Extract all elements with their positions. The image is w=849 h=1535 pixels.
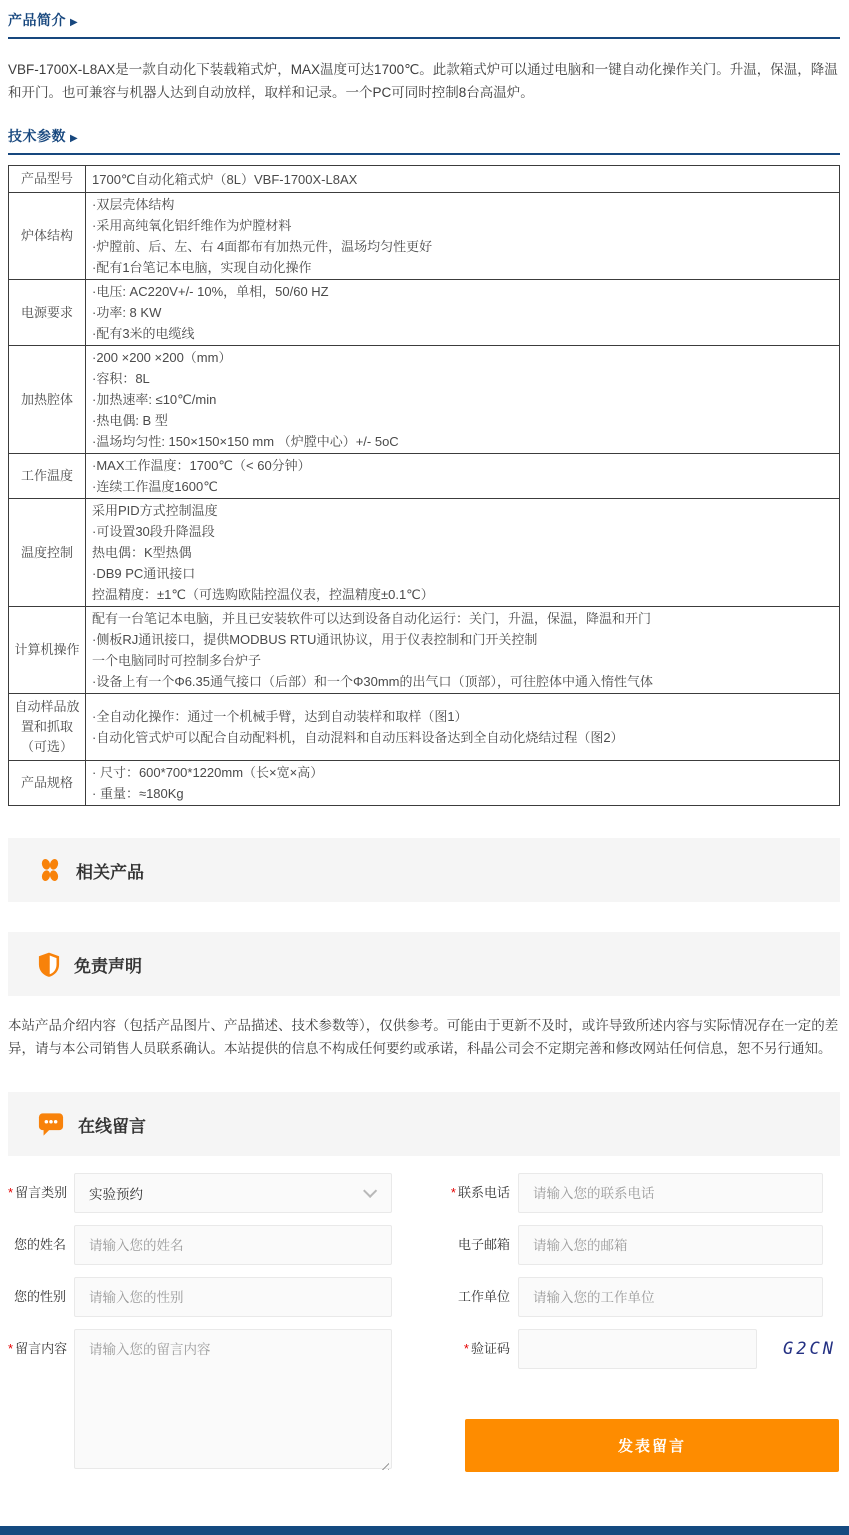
submit-message-button[interactable]: 发表留言: [465, 1419, 839, 1472]
message-category-label: * 留言类别: [8, 1185, 68, 1200]
spec-row-value: [86, 280, 840, 346]
spec-table-row: [9, 607, 840, 694]
spec-row-value: [86, 607, 840, 694]
gender-label: 您的性别: [13, 1289, 66, 1304]
spec-row-label: 自动样品放置和抓取（可选）: [9, 694, 86, 761]
product-intro-title: 产品简介: [8, 12, 66, 28]
captcha-row: [420, 1329, 840, 1369]
spec-value-line: 一个电脑同时可控制多台炉子: [92, 653, 262, 668]
spec-value-line: ·DB9 PC通讯接口: [92, 566, 196, 581]
spec-row-value: [86, 761, 840, 806]
spec-value-line: ·连续工作温度1600℃: [92, 479, 218, 494]
tech-specs-title: 技术参数: [8, 128, 66, 144]
disclaimer-text: 本站产品介绍内容（包括产品图片、产品描述、技术参数等），仅供参考。可能由于更新不及时，或许导致所述内容与实际情况存在一定的差异，请与本公司销售人员联系确认。本站提供的信息不构成任何要约或承诺，科晶公司会不定期完善和修改网站任何信息，恕不另行通知。: [8, 1018, 839, 1056]
spec-table-row: [9, 761, 840, 806]
spec-table-row: [9, 193, 840, 280]
spec-value-line: ·200 ×200 ×200（mm）: [92, 350, 232, 365]
gender-row: [8, 1277, 420, 1317]
spec-row-value: [86, 499, 840, 607]
spec-value-line: ·热电偶: B 型: [92, 413, 168, 428]
online-message-band: [8, 1092, 840, 1156]
spec-table-row: [9, 280, 840, 346]
name-row: [8, 1225, 420, 1265]
spec-row-label: 温度控制: [9, 499, 86, 607]
product-intro-heading: [8, 10, 840, 30]
message-content-textarea-wrap: [74, 1329, 392, 1474]
spec-row-label: 工作温度: [9, 454, 86, 499]
section-divider: [8, 37, 840, 39]
spec-row-label: 炉体结构: [9, 193, 86, 280]
spec-row-value: [86, 694, 840, 761]
disclaimer-band: [8, 932, 840, 996]
spec-table-row: [9, 499, 840, 607]
triangle-right-icon: ▶: [70, 133, 79, 144]
spec-value-line: 控温精度：±1℃（可选购欧陆控温仪表，控温精度±0.1℃）: [92, 587, 434, 602]
chat-bubble-icon: [38, 1112, 64, 1137]
spec-row-label: 电源要求: [9, 280, 86, 346]
spec-table-row: [9, 166, 840, 193]
spec-value-line: ·自动化管式炉可以配合自动配料机，自动混料和自动压料设备达到全自动化烧结过程（图2）: [92, 730, 624, 745]
spec-value-line: · 重量：≈180Kg: [92, 786, 184, 801]
spec-row-label: 产品型号: [9, 166, 86, 193]
disclaimer-title: 免责声明: [74, 956, 142, 976]
captcha-label: * 验证码: [463, 1341, 510, 1356]
captcha-input[interactable]: [518, 1329, 757, 1369]
product-intro-text: VBF-1700X-L8AX是一款自动化下装载箱式炉，MAX温度可达1700℃。此款箱式炉可以通过电脑和一键自动化操作关门。升温，保温，降温和开门。也可兼容与机器人达到自动放样，取样和记录。一个PC可同时控制8台高温炉。: [8, 62, 838, 100]
spec-value-line: ·容积：8L: [92, 371, 150, 386]
organization-label: 工作单位: [457, 1289, 510, 1304]
email-label: 电子邮箱: [457, 1237, 510, 1252]
required-asterisk: *: [8, 1341, 14, 1356]
spec-row-label: 产品规格: [9, 761, 86, 806]
spec-row-value: [86, 193, 840, 280]
spec-table: [8, 165, 840, 806]
spec-value-line: ·配有3米的电缆线: [92, 326, 195, 341]
spec-value-line: ·全自动化操作：通过一个机械手臂，达到自动装样和取样（图1）: [92, 709, 468, 724]
related-products-band: [8, 838, 840, 902]
name-input[interactable]: [74, 1225, 392, 1265]
phone-row: [420, 1173, 840, 1213]
message-content-row: [8, 1329, 420, 1474]
captcha-image[interactable]: G2CN: [783, 1339, 836, 1359]
email-row: [420, 1225, 840, 1265]
spec-value-line: 1700℃自动化箱式炉（8L）VBF-1700X-L8AX: [92, 171, 358, 187]
name-label: 您的姓名: [13, 1237, 66, 1252]
message-form: [8, 1173, 840, 1486]
spec-value-line: 配有一台笔记本电脑，并且已安装软件可以达到设备自动化运行：关门，升温，保温，降温和开门: [92, 611, 652, 626]
spec-value-line: 采用PID方式控制温度: [92, 503, 218, 518]
spec-table-row: [9, 694, 840, 761]
spec-table-row: [9, 454, 840, 499]
spec-value-line: ·电压: AC220V+/- 10%，单相，50/60 HZ: [92, 284, 329, 299]
online-message-title: 在线留言: [78, 1116, 146, 1136]
spec-value-line: ·设备上有一个Φ6.35通气接口（后部）和一个Φ30mm的出气口（顶部），可往腔体中通入惰性气体: [92, 674, 653, 689]
spec-value-line: ·MAX工作温度：1700℃（< 60分钟）: [92, 458, 311, 473]
footer-bar: [0, 1526, 849, 1535]
spec-row-value: [86, 346, 840, 454]
message-content-label: * 留言内容: [8, 1341, 68, 1356]
required-asterisk: *: [450, 1185, 456, 1200]
spec-row-value: [86, 166, 840, 193]
spec-value-line: ·炉膛前、后、左、右 4面都布有加热元件，温场均匀性更好: [92, 239, 433, 254]
spec-table-body: [9, 166, 840, 806]
form-left-column: [8, 1173, 420, 1486]
required-asterisk: *: [8, 1185, 14, 1200]
gender-input[interactable]: [74, 1277, 392, 1317]
email-input[interactable]: [518, 1225, 823, 1265]
spec-value-line: · 尺寸：600*700*1220mm（长×宽×高）: [92, 765, 324, 780]
message-category-select[interactable]: [74, 1173, 392, 1213]
spec-value-line: 热电偶：K型热偶: [92, 545, 192, 560]
tech-specs-heading: [8, 126, 840, 146]
message-content-textarea[interactable]: [74, 1329, 392, 1469]
spec-row-value: [86, 454, 840, 499]
spec-table-row: [9, 346, 840, 454]
message-category-selected-value: 实验预约: [89, 1187, 143, 1202]
spec-value-line: ·功率: 8 KW: [92, 305, 162, 320]
spec-value-line: ·温场均匀性: 150×150×150 mm （炉膛中心）+/- 5oC: [92, 434, 399, 449]
related-products-title: 相关产品: [76, 862, 144, 882]
spec-row-label: 加热腔体: [9, 346, 86, 454]
organization-input[interactable]: [518, 1277, 823, 1317]
section-divider: [8, 153, 840, 155]
phone-label: * 联系电话: [450, 1185, 510, 1200]
submit-row: [420, 1419, 840, 1472]
spec-value-line: ·可设置30段升降温段: [92, 524, 215, 539]
organization-row: [420, 1277, 840, 1317]
chevron-down-icon: [363, 1184, 377, 1198]
required-asterisk: *: [463, 1341, 469, 1356]
shield-icon: [38, 951, 60, 978]
spec-value-line: ·双层壳体结构: [92, 197, 175, 212]
message-category-row: [8, 1173, 420, 1213]
spec-row-label: 计算机操作: [9, 607, 86, 694]
triangle-right-icon: ▶: [70, 17, 79, 28]
phone-input[interactable]: [518, 1173, 823, 1213]
spec-value-line: ·配有1台笔记本电脑，实现自动化操作: [92, 260, 312, 275]
four-petal-icon: [38, 858, 62, 882]
spec-value-line: ·采用高纯氧化铝纤维作为炉膛材料: [92, 218, 292, 233]
form-right-column: [420, 1173, 840, 1486]
spec-value-line: ·侧板RJ通讯接口，提供MODBUS RTU通讯协议，用于仪表控制和门开关控制: [92, 632, 538, 647]
spec-value-line: ·加热速率: ≤10℃/min: [92, 392, 217, 407]
